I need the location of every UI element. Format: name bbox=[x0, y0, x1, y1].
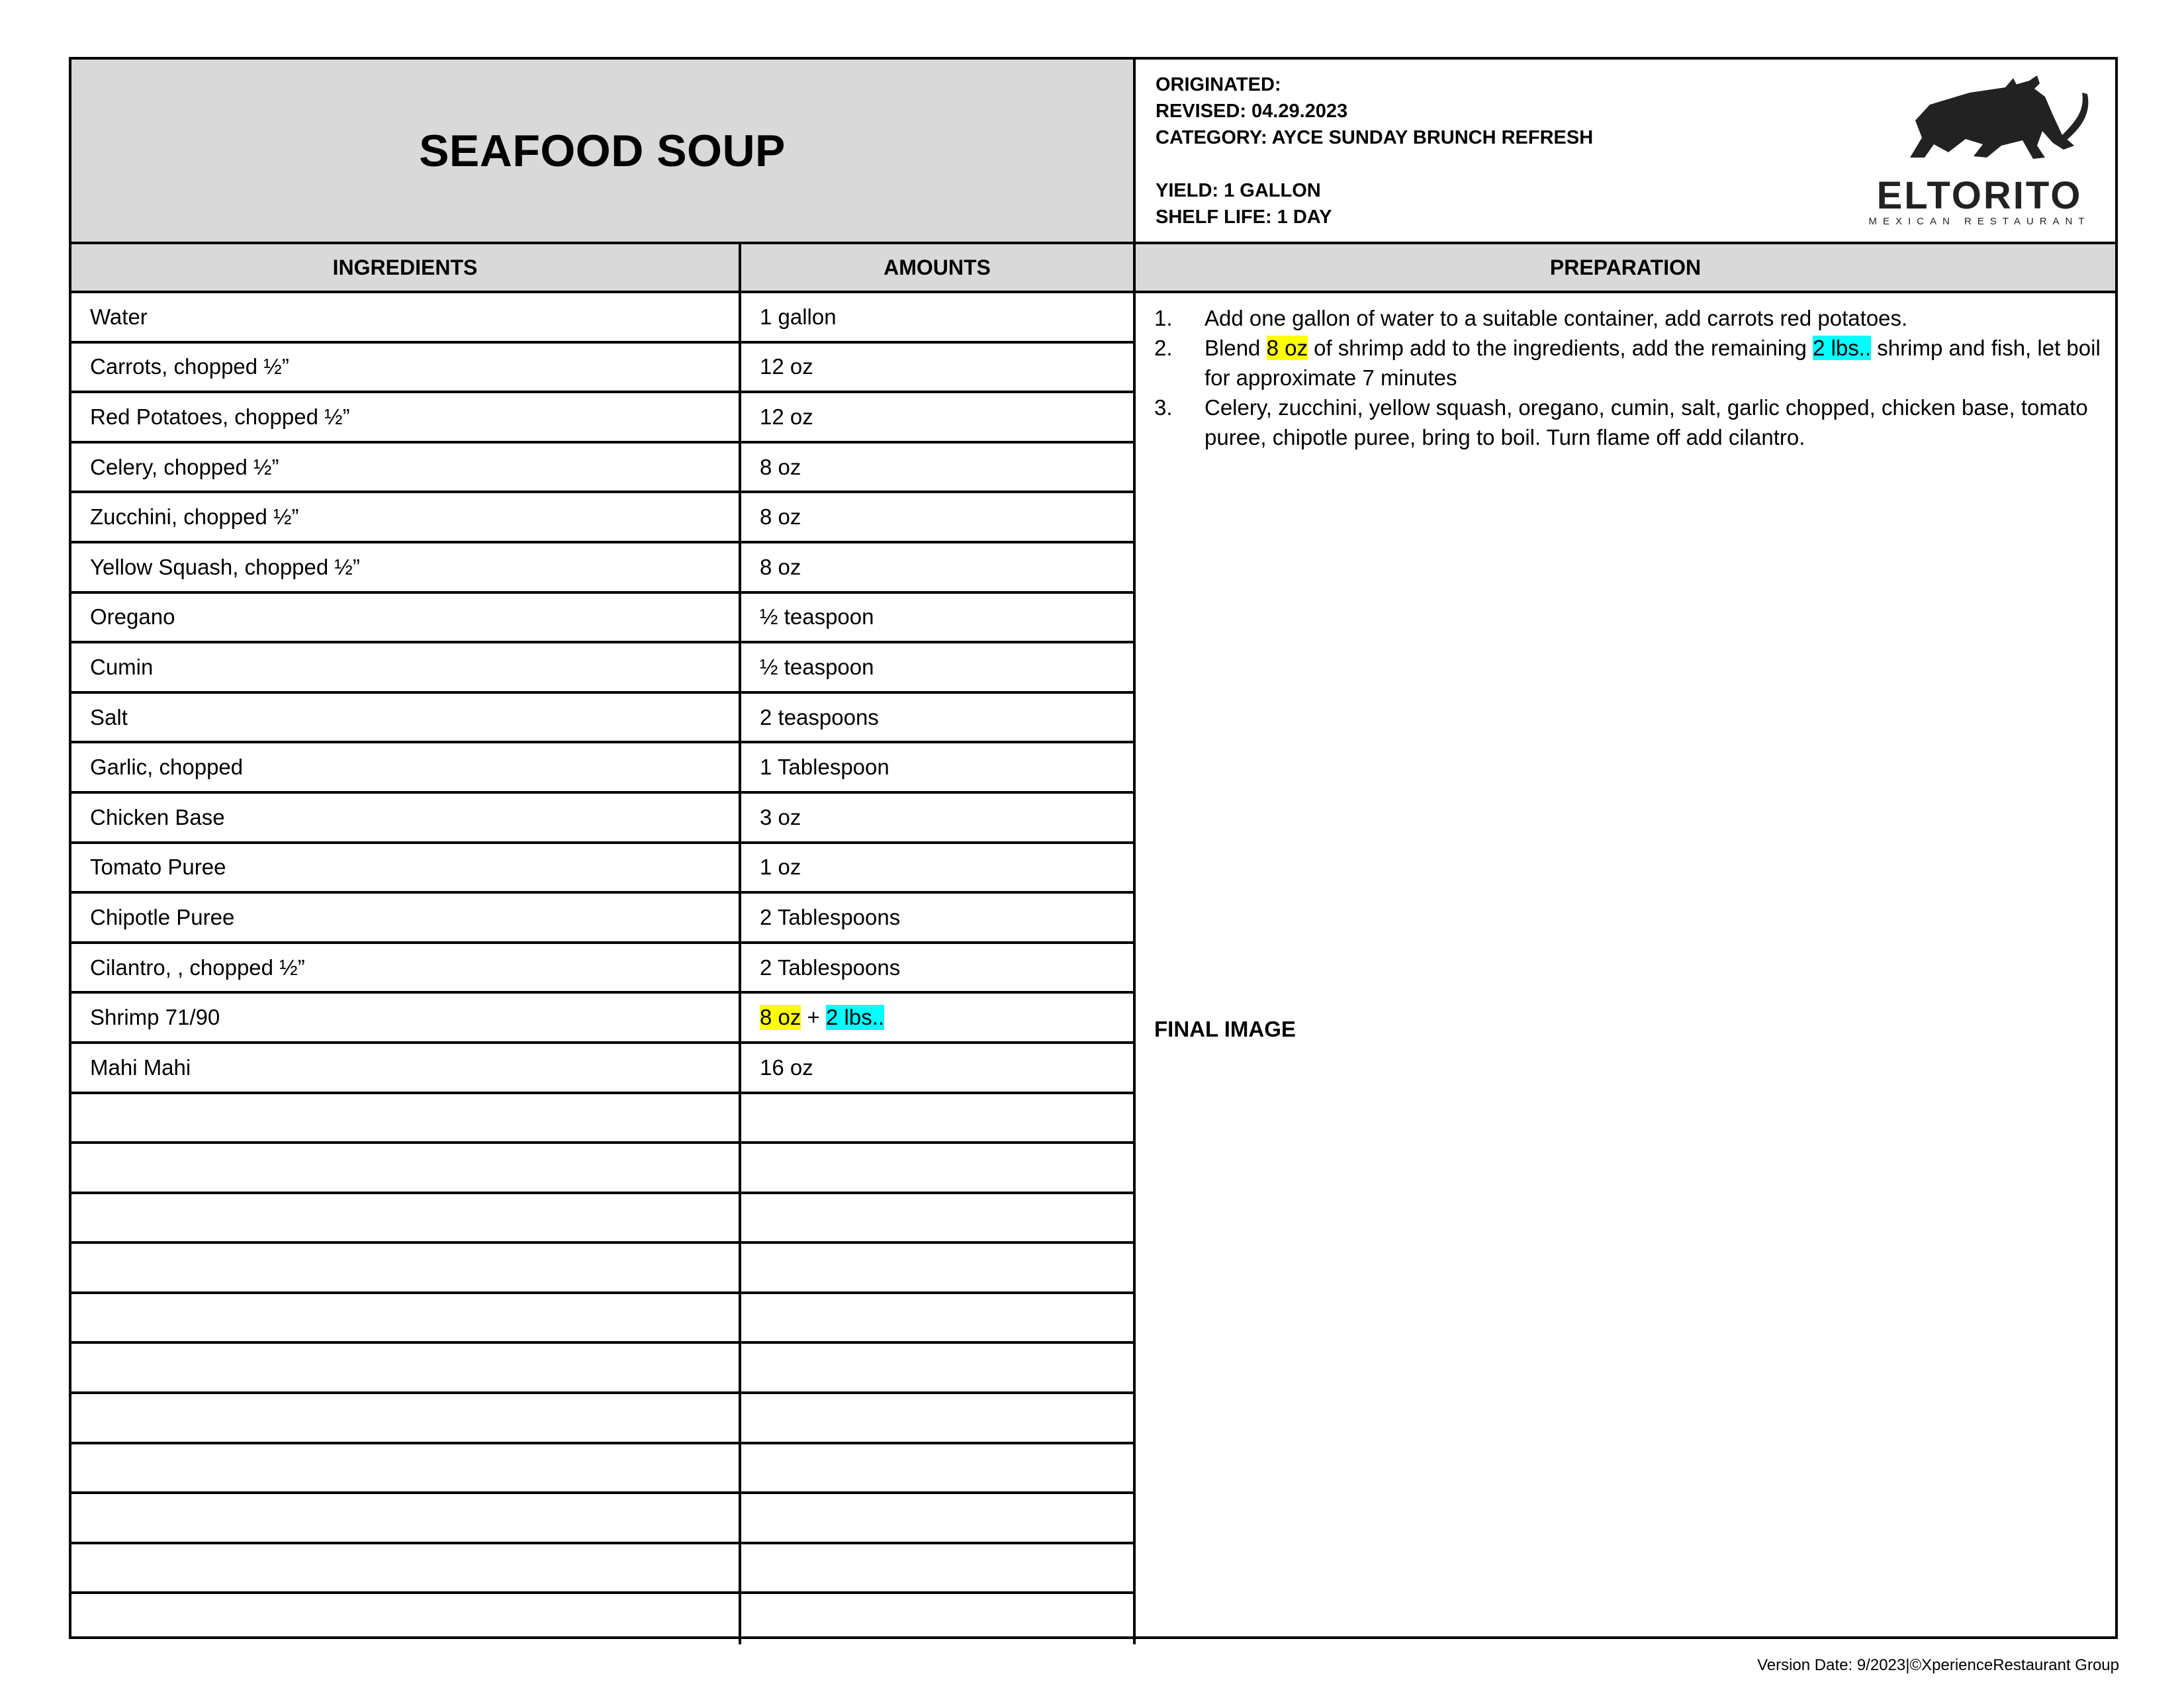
table-row bbox=[71, 794, 1136, 844]
ingredient-amount: 8 oz bbox=[741, 493, 1136, 541]
ingredient-name: Cumin bbox=[71, 643, 741, 691]
empty-table-row bbox=[71, 1294, 1136, 1344]
meta-block bbox=[1156, 71, 1593, 230]
ingredient-name: Salt bbox=[71, 694, 741, 741]
empty-table-row bbox=[71, 1244, 1136, 1294]
empty-table-row bbox=[71, 1394, 1136, 1444]
table-row bbox=[71, 293, 1136, 344]
ingredient-name: Cilantro, , chopped ½” bbox=[71, 944, 741, 992]
empty-table-row bbox=[71, 1544, 1136, 1595]
ingredient-amount: 1 oz bbox=[741, 844, 1136, 892]
recipe-title: SEAFOOD SOUP bbox=[419, 125, 786, 176]
recipe-card bbox=[69, 57, 2118, 1639]
bull-icon bbox=[1864, 74, 2095, 173]
ingredient-name: Red Potatoes, chopped ½” bbox=[71, 393, 741, 441]
category-field: CATEGORY: AYCE SUNDAY BRUNCH REFRESH bbox=[1156, 127, 1594, 148]
ingredient-name: Chicken Base bbox=[71, 794, 741, 841]
highlighted-amount-yellow: 8 oz bbox=[760, 1005, 801, 1030]
logo-wordmark: ELTORITO bbox=[1876, 174, 2083, 217]
ingredient-amount: 8 oz bbox=[741, 444, 1136, 491]
amount-plus: + bbox=[801, 1005, 826, 1030]
step-number: 3. bbox=[1154, 395, 1173, 420]
table-row bbox=[71, 594, 1136, 644]
shelf-life-field: SHELF LIFE: 1 DAY bbox=[1156, 207, 1332, 228]
yield-field: YIELD: 1 GALLON bbox=[1156, 180, 1321, 201]
ingredients-table bbox=[71, 293, 1136, 1644]
ingredient-name: Chipotle Puree bbox=[71, 894, 741, 941]
highlight-8oz: 8 oz bbox=[1266, 336, 1308, 360]
table-row bbox=[71, 743, 1136, 794]
ingredient-amount: 3 oz bbox=[741, 794, 1136, 841]
prep-step bbox=[1154, 393, 2101, 452]
highlighted-amount-cyan: 2 lbs.. bbox=[825, 1005, 885, 1030]
table-row bbox=[71, 1044, 1136, 1094]
ingredient-amount: ½ teaspoon bbox=[741, 594, 1136, 641]
ingredient-amount: 1 gallon bbox=[741, 293, 1136, 341]
table-row bbox=[71, 894, 1136, 944]
ingredient-amount: 2 Tablespoons bbox=[741, 894, 1136, 941]
table-row bbox=[71, 543, 1136, 594]
originated-field: ORIGINATED: bbox=[1156, 74, 1281, 95]
empty-table-row bbox=[71, 1144, 1136, 1194]
ingredient-name: Tomato Puree bbox=[71, 844, 741, 892]
table-row bbox=[71, 994, 1136, 1044]
ingredient-name: Oregano bbox=[71, 594, 741, 641]
prep-step bbox=[1154, 303, 2101, 333]
ingredient-amount: 16 oz bbox=[741, 1044, 1136, 1092]
empty-table-row bbox=[71, 1444, 1136, 1495]
table-row bbox=[71, 393, 1136, 444]
amounts-header: AMOUNTS bbox=[741, 244, 1136, 291]
ingredient-amount: 2 Tablespoons bbox=[741, 944, 1136, 992]
empty-table-row bbox=[71, 1594, 1136, 1644]
table-row bbox=[71, 944, 1136, 994]
ingredient-amount: 12 oz bbox=[741, 344, 1136, 391]
ingredient-amount bbox=[741, 994, 1136, 1041]
ingredient-name: Water bbox=[71, 293, 741, 341]
empty-table-row bbox=[71, 1494, 1136, 1544]
recipe-meta bbox=[1136, 60, 2115, 242]
ingredient-name: Shrimp 71/90 bbox=[71, 994, 741, 1041]
final-image-label: FINAL IMAGE bbox=[1154, 1017, 1296, 1041]
ingredient-amount: ½ teaspoon bbox=[741, 643, 1136, 691]
logo-tagline: MEXICAN RESTAURANT bbox=[1868, 216, 2091, 227]
table-row bbox=[71, 643, 1136, 694]
table-row bbox=[71, 444, 1136, 494]
empty-table-row bbox=[71, 1194, 1136, 1244]
ingredient-amount: 2 teaspoons bbox=[741, 694, 1136, 741]
table-row bbox=[71, 344, 1136, 394]
ingredient-name: Yellow Squash, chopped ½” bbox=[71, 543, 741, 591]
empty-table-row bbox=[71, 1344, 1136, 1394]
ingredient-name: Mahi Mahi bbox=[71, 1044, 741, 1092]
ingredient-name: Carrots, chopped ½” bbox=[71, 344, 741, 391]
ingredient-amount: 8 oz bbox=[741, 543, 1136, 591]
revised-field: REVISED: 04.29.2023 bbox=[1156, 101, 1348, 122]
empty-table-row bbox=[71, 1094, 1136, 1145]
ingredients-header: INGREDIENTS bbox=[71, 244, 741, 291]
version-footer: Version Date: 9/2023|©XperienceRestaurant Group bbox=[1757, 1656, 2119, 1674]
highlight-2lbs: 2 lbs.. bbox=[1813, 336, 1872, 360]
step-number: 2. bbox=[1154, 336, 1173, 360]
preparation-steps bbox=[1154, 303, 2107, 452]
ingredient-amount: 12 oz bbox=[741, 393, 1136, 441]
el-torito-logo bbox=[1864, 74, 2095, 226]
ingredient-name: Celery, chopped ½” bbox=[71, 444, 741, 491]
step-text: Blend 8 oz of shrimp add to the ingredients, add the remaining 2 lbs.. shrimp and fish, let boil for approximate 7 minutes bbox=[1205, 336, 2107, 390]
ingredient-name: Zucchini, chopped ½” bbox=[71, 493, 741, 541]
step-number: 1. bbox=[1154, 306, 1173, 330]
table-row bbox=[71, 694, 1136, 744]
preparation-header: PREPARATION bbox=[1549, 255, 1702, 279]
ingredient-amount: 1 Tablespoon bbox=[741, 743, 1136, 791]
table-row bbox=[71, 844, 1136, 894]
step-text: Celery, zucchini, yellow squash, oregano, cumin, salt, garlic chopped, chicken base, tomato puree, chipotle puree, bring to boil. Turn flame off add cilantro. bbox=[1205, 395, 2088, 449]
prep-step bbox=[1154, 333, 2107, 393]
column-header-row bbox=[71, 242, 2115, 293]
ingredient-name: Garlic, chopped bbox=[71, 743, 741, 791]
table-row bbox=[71, 493, 1136, 543]
title-cell bbox=[71, 60, 1136, 242]
step-text: Add one gallon of water to a suitable container, add carrots red potatoes. bbox=[1205, 306, 1908, 330]
